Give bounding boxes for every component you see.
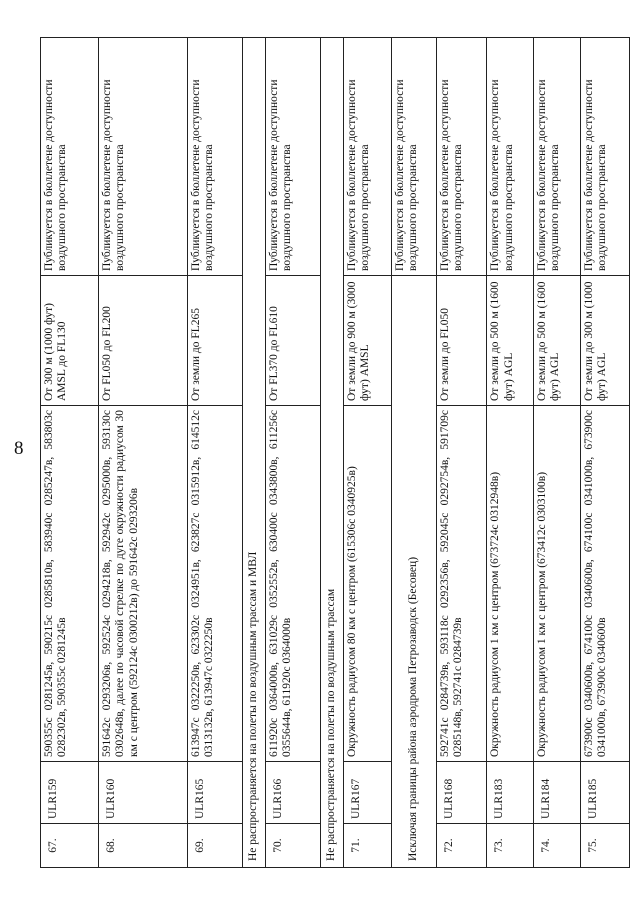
table-row xyxy=(265,38,320,868)
restricted-areas-table xyxy=(40,37,630,868)
row-note: Исключая границы района аэродрома Петрозаводск (Бесовец) xyxy=(391,276,437,868)
zone-notes: Публикуется в бюллетене доступности воздушного пространства xyxy=(41,38,99,276)
vertical-limits: От земли до FL050 xyxy=(437,276,487,406)
zone-code: ULR160 xyxy=(99,762,188,824)
table-row xyxy=(188,38,243,868)
zone-code: ULR184 xyxy=(534,762,581,824)
table-row xyxy=(580,38,629,868)
row-number: 70. xyxy=(265,824,320,868)
zone-code: ULR165 xyxy=(188,762,243,824)
vertical-limits: От земли до FL265 xyxy=(188,276,243,406)
zone-notes: Публикуется в бюллетене доступности воздушного пространства xyxy=(487,38,534,276)
rotated-page xyxy=(40,38,630,868)
table-row xyxy=(534,38,581,868)
zone-notes: Публикуется в бюллетене доступности воздушного пространства xyxy=(391,38,437,276)
row-number: 67. xyxy=(41,824,99,868)
zone-notes: Публикуется в бюллетене доступности воздушного пространства xyxy=(188,38,243,276)
table-row xyxy=(41,38,99,868)
zone-code: ULR166 xyxy=(265,762,320,824)
zone-coordinates: 611920c 0364000в, 631029c 0352552в, 630400c 0343800в, 611256c 0355644в, 611920c 0364000в xyxy=(265,406,320,762)
zone-coordinates: 613947c 0322250в, 623302c 0324951в, 623827c 0315912в, 614512c 0313132в, 613947c 0322250в xyxy=(188,406,243,762)
zone-notes: Публикуется в бюллетене доступности воздушного пространства xyxy=(580,38,629,276)
row-note: Не распространяется на полеты по воздушным трассам xyxy=(320,38,343,868)
zone-coordinates: Окружность радиусом 80 км с центром (615306c 0340925в) xyxy=(343,406,391,762)
zone-coordinates: 590355c 0281245в, 590215c 0285810в, 583940c 0285247в, 583803c 0282302в, 590355c 0281245в xyxy=(41,406,99,762)
zone-code: ULR168 xyxy=(437,762,487,824)
table-row xyxy=(99,38,188,868)
zone-code: ULR159 xyxy=(41,762,99,824)
zone-notes: Публикуется в бюллетене доступности воздушного пространства xyxy=(99,38,188,276)
vertical-limits: От FL370 до FL610 xyxy=(265,276,320,406)
zone-coordinates: Окружность радиусом 1 км с центром (673724c 0312948в) xyxy=(487,406,534,762)
zone-code: ULR185 xyxy=(580,762,629,824)
zone-notes: Публикуется в бюллетене доступности воздушного пространства xyxy=(265,38,320,276)
zone-coordinates: 592741c 0284739в, 593118c 0292356в, 592045c 0292754в, 591709c 0285148в, 592741c 0284739в xyxy=(437,406,487,762)
vertical-limits: От земли до 500 м (1600 фут) AGL xyxy=(534,276,581,406)
page-number: 8 xyxy=(14,438,24,459)
zone-coordinates: 591642c 0293206в, 592524c 0294218в, 592942c 0295000в, 593130c 0302648в, далее по часовой стрелке по дуге окружности радиусом 30 км с центром (592124c 0300212в) до 591642c 0293206в xyxy=(99,406,188,762)
row-number: 75. xyxy=(580,824,629,868)
row-note: Не распространяется на полеты по воздушным трассам и МВЛ xyxy=(242,38,265,868)
table-row xyxy=(320,38,343,868)
row-number: 72. xyxy=(437,824,487,868)
table-row xyxy=(242,38,265,868)
row-number: 68. xyxy=(99,824,188,868)
vertical-limits: От FL050 до FL200 xyxy=(99,276,188,406)
table-row xyxy=(391,38,437,868)
row-number: 71. xyxy=(343,824,391,868)
vertical-limits: От земли до 500 м (1600 фут) AGL xyxy=(487,276,534,406)
vertical-limits: От 300 м (1000 фут) AMSL до FL130 xyxy=(41,276,99,406)
zone-coordinates: 673900c 0340600в, 674100c 0340600в, 674100c 0341000в, 673900c 0341000в, 673900c 0340600в xyxy=(580,406,629,762)
row-number: 73. xyxy=(487,824,534,868)
table-row xyxy=(487,38,534,868)
zone-code: ULR183 xyxy=(487,762,534,824)
table-row xyxy=(437,38,487,868)
zone-coordinates: Окружность радиусом 1 км с центром (673412c 0303100в) xyxy=(534,406,581,762)
zone-notes: Публикуется в бюллетене доступности воздушного пространства xyxy=(534,38,581,276)
table-row xyxy=(343,38,391,868)
vertical-limits: От земли до 900 м (3000 фут) AMSL xyxy=(343,276,391,406)
zone-notes: Публикуется в бюллетене доступности воздушного пространства xyxy=(343,38,391,276)
vertical-limits: От земли до 300 м (1000 фут) AGL xyxy=(580,276,629,406)
zone-notes: Публикуется в бюллетене доступности воздушного пространства xyxy=(437,38,487,276)
row-number: 74. xyxy=(534,824,581,868)
row-number: 69. xyxy=(188,824,243,868)
zone-code: ULR167 xyxy=(343,762,391,824)
